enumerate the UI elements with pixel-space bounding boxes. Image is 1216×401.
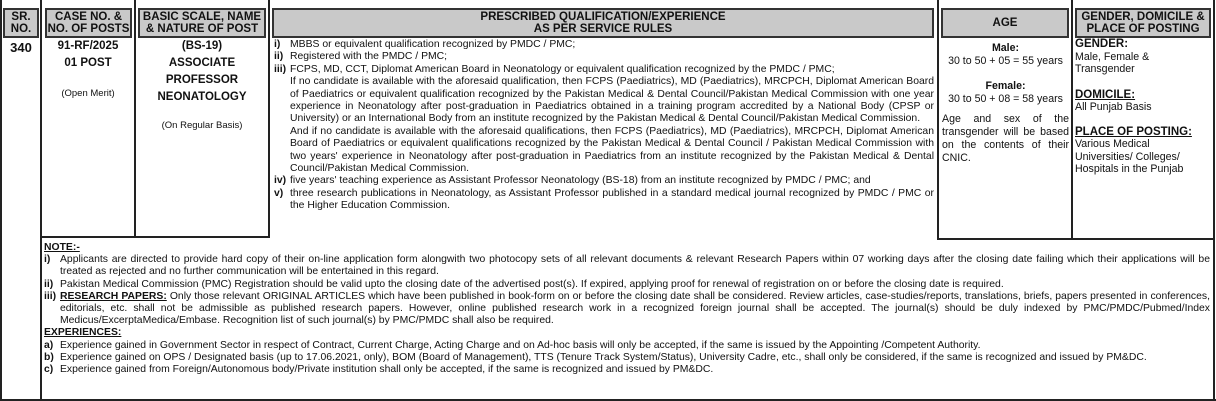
- qualification-alternative-1: If no candidate is available with the aforesaid qualification, then FCPS (Paediatrics), MD (Paediatrics), MRCPCH, Diplomat American Board of Paediatrics or equivalent qualification recognized by the Pakistan Medical & Dental Council/Pakistan Medical Commission with one year experience in Neonatology after post-graduation in Paediatrics obtained in a training program accredited by a National Body (CPSP or University) or an International Body from an institute recognized by the Pakistan Medical & Dental Council/Pakistan Medical Commission.: [290, 76, 934, 125]
- qualification-text: FCPS, MD, CCT, Diplomat American Board in Neonatology or equivalent qualification recognized by the PMDC / PMC;: [290, 63, 835, 75]
- qualification-num: v): [274, 187, 284, 199]
- case-number: 91-RF/2025: [57, 40, 119, 52]
- note-text: Applicants are directed to provide hard copy of their on-line application form alongwith two photocopy sets of all relevant documents & relevant Research Papers within 07 working days after the closing date failing which their applications will be treated as rejected and no further communication will be entertained in this regard.: [60, 254, 1210, 278]
- experience-text: Experience gained in Government Sector in respect of Contract, Current Charge, Acting Charge and on Ad-hoc basis will only be accepted, if the same is issued by the Appointing /Competent Authority.: [60, 339, 981, 351]
- header-qual-line1: PRESCRIBED QUALIFICATION/EXPERIENCE: [480, 11, 726, 23]
- age-male-label: Male:: [991, 42, 1020, 54]
- header-qual-line2: AS PER SERVICE RULES: [533, 23, 673, 35]
- post-name-line2: PROFESSOR: [165, 74, 239, 86]
- experience-item: [44, 340, 1210, 352]
- posting-label: PLACE OF POSTING:: [1075, 125, 1192, 138]
- notes-section: [44, 242, 1210, 376]
- note-num: i): [44, 254, 51, 266]
- qualification-text: MBBS or equivalent qualification recognized by PMDC / PMC;: [290, 39, 576, 50]
- note-item-research: [44, 291, 1210, 328]
- header-gender-line2: PLACE OF POSTING: [1086, 23, 1200, 35]
- research-papers-body: Only those relevant ORIGINAL ARTICLES which have been published in book-form on or before the closing date shall be considered. Review articles, case-studies/reports, translations, briefs, papers presented in conferences, editorials, etc. shall not be admissible as published research papers. However, online published research work in a recognized foreign journal shall be accepted. The journal(s) should be duly indexed by PMC/PMDC/Pubmed/Index Medicus/ExcerptaMedica/Embase. Recognition list of such journal(s) by PMC/PMDC shall also be required.: [60, 290, 1210, 327]
- frame-left-border: [0, 0, 2, 401]
- experience-num: a): [44, 339, 54, 351]
- header-gender-line1: GENDER, DOMICILE &: [1081, 11, 1205, 23]
- qualification-item: [274, 188, 934, 213]
- post-basis: (On Regular Basis): [161, 120, 243, 131]
- header-age-label: AGE: [992, 17, 1018, 29]
- age-male-value: 30 to 50 + 05 = 55 years: [948, 55, 1063, 67]
- post-name-line3: NEONATOLOGY: [157, 91, 247, 103]
- case-scale-bottom-border: [40, 236, 270, 238]
- header-sr-line2: NO.: [10, 23, 32, 35]
- age-gender-bottom-border: [937, 238, 1215, 240]
- note-num: ii): [44, 278, 54, 290]
- merit-type: (Open Merit): [61, 88, 115, 99]
- header-scale-line2: & NATURE OF POST: [145, 23, 259, 35]
- qualification-num: i): [274, 39, 281, 50]
- gender-value: Male, Female & Transgender: [1075, 50, 1150, 75]
- qualification-item: [274, 64, 934, 76]
- header-case-line2: NO. OF POSTS: [47, 23, 130, 35]
- qualification-num: iv): [274, 175, 287, 187]
- post-cell: [136, 40, 268, 131]
- age-column-right-border: [1071, 0, 1073, 240]
- experience-item: [44, 352, 1210, 364]
- header-scale-line1: BASIC SCALE, NAME: [142, 11, 262, 23]
- age-female-value: 30 to 50 + 08 = 58 years: [948, 93, 1063, 105]
- note-item: [44, 279, 1210, 291]
- gender-label: GENDER:: [1075, 38, 1129, 50]
- qualification-num: ii): [274, 51, 284, 63]
- research-papers-label: RESEARCH PAPERS:: [60, 290, 167, 302]
- qualification-list: [274, 39, 934, 213]
- experiences-title: EXPERIENCES:: [44, 327, 122, 339]
- qualification-text: five years' teaching experience as Assistant Professor Neonatology (BS-18) from an institute recognized by PMDC / PMC; and: [290, 175, 871, 187]
- posts-count: 01 POST: [64, 57, 112, 69]
- note-title: NOTE:-: [44, 242, 80, 253]
- qualification-text: three research publications in Neonatology, as Assistant Professor published in a standard medical journal recognized by PMDC / PMC or the Higher Education Commission.: [290, 187, 934, 212]
- qualification-item: [274, 51, 934, 63]
- research-papers-text: [60, 291, 1210, 328]
- experience-text: Experience gained from Foreign/Autonomous body/Private institution shall only be accepted, if the same is recognized and issued by PM&DC.: [60, 364, 714, 376]
- experience-num: c): [44, 364, 54, 376]
- post-name-line1: ASSOCIATE: [168, 57, 236, 69]
- experience-num: b): [44, 351, 54, 363]
- domicile-label: DOMICILE:: [1075, 88, 1136, 101]
- basic-scale: (BS-19): [181, 40, 223, 52]
- qualification-item: [274, 39, 934, 51]
- age-cell: [940, 42, 1071, 165]
- qualification-alternative-2: And if no candidate is available with the aforesaid qualifications, then FCPS (Paediatrics), MD (Paediatrics), MRCPCH, Diplomat American Board of Paediatrics or equivalent qualifications recognized by the Pakistan Medical & Dental Council / Pakistan Medical Commission with two years' experience in Neonatology after post-graduation in Paediatrics from an institute recognized by the Pakistan Medical & Dental Council/Pakistan Medical Commission.: [290, 125, 934, 175]
- qualification-text: Registered with the PMDC / PMC;: [290, 51, 448, 63]
- header-case-line1: CASE NO. &: [54, 11, 123, 23]
- header-case-no: [45, 8, 132, 38]
- header-age: [941, 8, 1069, 38]
- gender-cell: [1075, 38, 1211, 176]
- scale-column-border: [268, 0, 270, 238]
- header-sr-no: [3, 8, 39, 38]
- header-basic-scale: [138, 8, 266, 38]
- note-item: [44, 254, 1210, 278]
- frame-right-border: [1213, 0, 1215, 401]
- case-cell: [42, 40, 134, 99]
- qualification-item: [274, 175, 934, 187]
- note-text: Pakistan Medical Commission (PMC) Registration should be valid upto the closing date of the advertised post(s). If expired, applying proof for renewal of registration on or before the closing date is required.: [60, 278, 1004, 290]
- sr-number: 340: [10, 40, 32, 55]
- experience-item: [44, 364, 1210, 376]
- header-gender: [1075, 8, 1211, 38]
- header-sr-line1: SR.: [11, 11, 31, 23]
- header-qualification: [272, 8, 934, 38]
- experience-text: Experience gained on OPS / Designated basis (up to 17.06.2021, only), BOM (Board of Management), TTS (Tenure Track System/Status), University Cadre, etc., shall only be considered, if the same is recognized and issued by PM&DC.: [60, 351, 1147, 363]
- age-transgender-note: Age and sex of the transgender will be based on the contents of their CNIC.: [942, 113, 1069, 164]
- posting-value: Various Medical Universities/ Colleges/ Hospitals in the Punjab: [1075, 138, 1184, 175]
- qualification-num: iii): [274, 63, 287, 75]
- age-female-label: Female:: [985, 80, 1026, 92]
- age-column-left-border: [937, 0, 939, 240]
- note-num: iii): [44, 290, 57, 302]
- domicile-value: All Punjab Basis: [1075, 101, 1152, 113]
